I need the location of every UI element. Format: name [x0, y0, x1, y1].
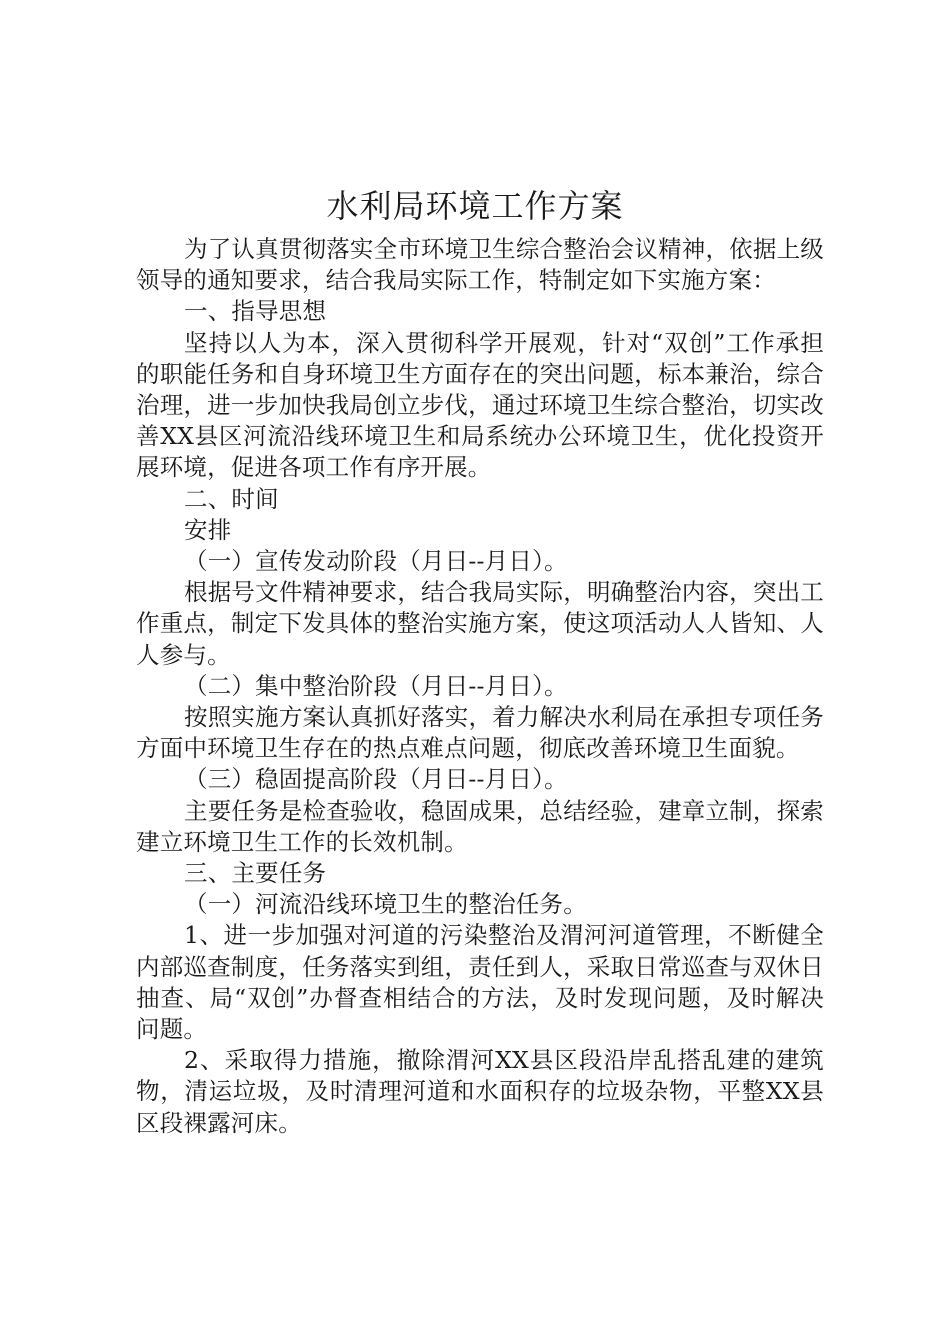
paragraph-rectification-stage: 按照实施方案认真抓好落实，着力解决水利局在承担专项任务方面中环境卫生存在的热点难点问题，彻底改善环境卫生面貌。	[136, 703, 824, 763]
heading-guiding-ideology: 一、指导思想	[184, 297, 327, 326]
subheading-publicity-stage: （一）宣传发动阶段（月日--月日）。	[184, 547, 568, 576]
paragraph-guiding-ideology: 坚持以人为本，深入贯彻科学开展观，针对“双创”工作承担的职能任务和自身环境卫生方面存在的突出问题，标本兼治，综合治理，进一步加快我局创立步伐，通过环境卫生综合整治，切实改善XX县区河流沿线环境卫生和局系统办公环境卫生，优化投资开展环境，促进各项工作有序开展。	[136, 328, 824, 482]
paragraph-task-1: 1、进一步加强对河道的污染整治及渭河河道管理，不断健全内部巡查制度，任务落实到组，责任到人，采取日常巡查与双休日抽查、局“双创”办督查相结合的方法，及时发现问题，及时解决问题。	[136, 921, 824, 1044]
heading-main-tasks: 三、主要任务	[184, 859, 327, 888]
paragraph-consolidation-stage: 主要任务是检查验收，稳固成果，总结经验，建章立制，探索建立环境卫生工作的长效机制。	[136, 796, 824, 856]
subheading-rectification-stage: （二）集中整治阶段（月日--月日）。	[184, 671, 568, 700]
paragraph-publicity-stage: 根据号文件精神要求，结合我局实际，明确整治内容，突出工作重点，制定下发具体的整治实施方案，使这项活动人人皆知、人人参与。	[136, 578, 824, 669]
heading-arrangement: 安排	[184, 515, 232, 544]
document-body	[136, 234, 824, 1139]
paragraph-task-2: 2、采取得力措施，撤除渭河XX县区段沿岸乱搭乱建的建筑物，清运垃圾，及时清理河道和水面积存的垃圾杂物，平整XX县区段裸露河床。	[136, 1046, 824, 1137]
heading-time: 二、时间	[184, 484, 279, 513]
subheading-river-tasks: （一）河流沿线环境卫生的整治任务。	[184, 890, 587, 919]
document-title: 水利局环境工作方案	[326, 187, 624, 225]
paragraph-intro: 为了认真贯彻落实全市环境卫生综合整治会议精神，依据上级领导的通知要求，结合我局实际工作，特制定如下实施方案：	[136, 235, 824, 295]
subheading-consolidation-stage: （三）稳固提高阶段（月日--月日）。	[184, 765, 568, 794]
